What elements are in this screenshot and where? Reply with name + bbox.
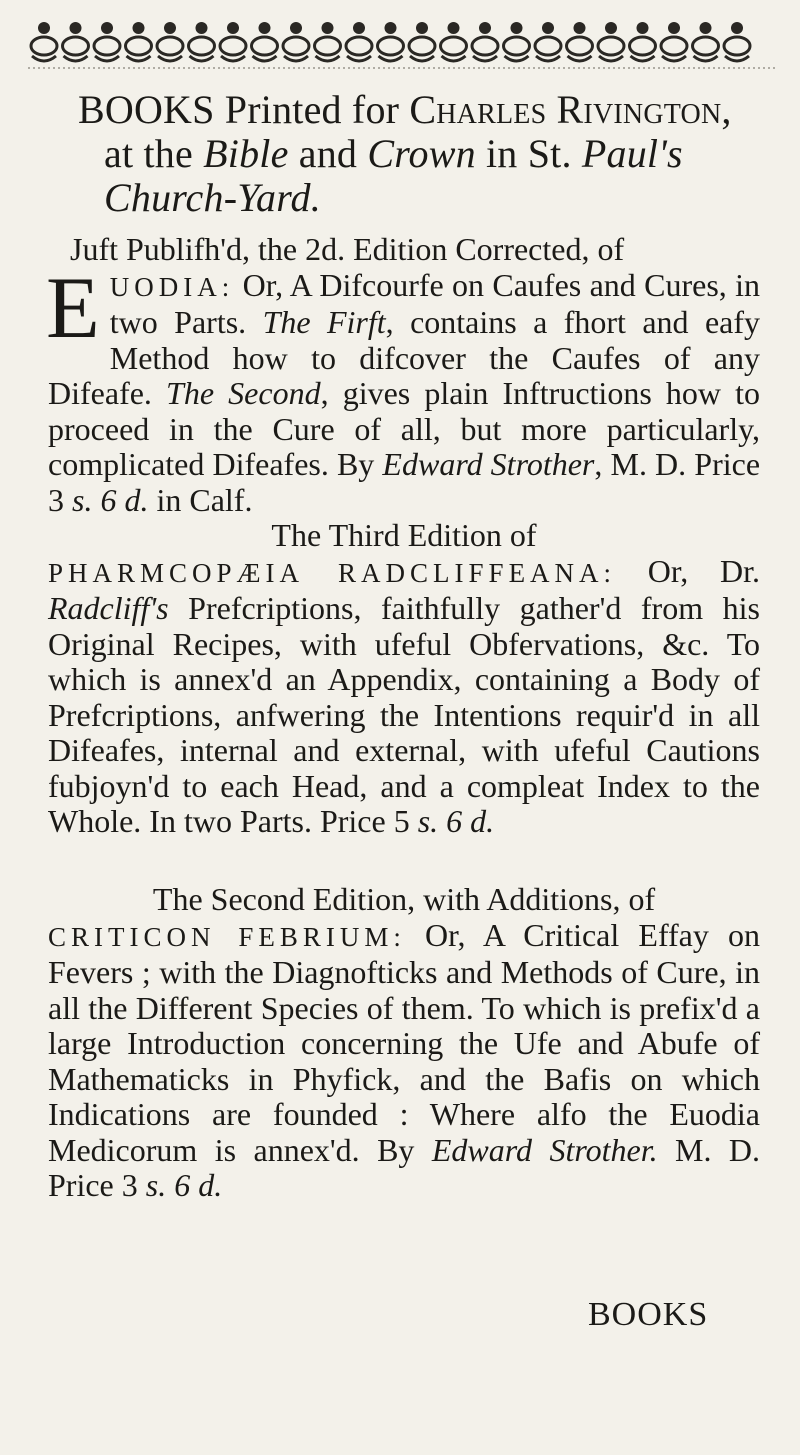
book-title: PHARMCOPÆIA RADCLIFFEANA: — [48, 557, 617, 588]
imprint-line-1a: BOOKS Printed for — [78, 87, 410, 132]
fleuron — [661, 22, 687, 61]
fleuron — [630, 22, 656, 61]
price-shillings: s. — [72, 481, 93, 518]
edition-line: The Second Edition, with Additions, of — [152, 881, 656, 917]
entry-text: in Calf. — [148, 481, 253, 518]
imprint-in: in St. — [475, 131, 582, 176]
fleuron-band-icon — [28, 10, 776, 70]
fleuron — [472, 22, 498, 61]
fleuron — [126, 22, 152, 61]
entry-text: Prefcriptions, faithfully gather'd from his Original Recipes, with ufeful Obfervations, &c. To which is annex'd an Appendix, containing a Body of Prefcriptions, anfwering the Intentions requir'd in all Difeafes, internal and external, with ufeful Cautions fubjoyn'd to each Head, and a compleat Index to the Whole. In two Parts. Price 5 — [48, 590, 760, 839]
part-first: The Firft — [262, 304, 386, 340]
fleuron — [567, 22, 593, 61]
drop-cap: E — [46, 259, 100, 357]
entry-text: , gives plain Inftructions how to proceed in the Cure of all, but more particularly, complicated Difeafes. By — [48, 375, 761, 482]
entry-text: , M. D. Price 3 — [48, 446, 761, 518]
imprint-and: and — [288, 131, 368, 176]
fleuron — [598, 22, 624, 61]
entry-text: Or, A Difcourfe on Caufes and Cures, in two Parts. — [109, 266, 760, 340]
entry-intro: Juft Publifh'd, the 2d. Edition Corrected, of — [70, 231, 625, 267]
entry-criticon — [48, 882, 760, 1204]
edition-line: The Third Edition of — [271, 517, 537, 553]
imprint-at: at the — [104, 131, 204, 176]
entry-text — [438, 803, 446, 839]
fleuron — [378, 22, 404, 61]
publisher-name: Charles Rivington, — [409, 87, 732, 132]
price-shillings: s. — [417, 803, 439, 839]
entry-text — [166, 1167, 174, 1203]
imprint-pauls: Paul's — [581, 131, 683, 176]
fleuron — [535, 22, 561, 61]
part-second: The Second — [166, 375, 321, 411]
author-name: Edward Strother. — [431, 1131, 658, 1168]
fleuron — [283, 22, 309, 61]
catchword: BOOKS — [588, 1296, 709, 1333]
book-title: UODIA: — [109, 271, 235, 302]
fleuron — [409, 22, 435, 61]
entry-text: Or, A Critical Effay on Fevers ; with the Diagnofticks and Methods of Cure, in all the Different Species of them. To which is prefix'd a large Introduction concerning the Ufe and Abufe of Mathematicks in Phyfick, and the Bafis on which Indications are founded : Where alfo the Euodia Medicorum is annex'd. By — [48, 916, 760, 1168]
fleuron — [346, 22, 372, 61]
entry-euodia — [48, 232, 760, 518]
fleuron — [252, 22, 278, 61]
price-shillings: s. — [145, 1167, 167, 1203]
sign-bible: Bible — [203, 131, 289, 176]
fleuron — [220, 22, 246, 61]
imprint-churchyard: Church-Yard. — [104, 175, 321, 220]
fleuron — [504, 22, 530, 61]
book-title: CRITICON FEBRIUM: — [48, 921, 406, 952]
entry-text: M. D. Price 3 — [48, 1131, 761, 1203]
fleuron — [724, 22, 750, 61]
fleuron — [315, 22, 341, 61]
fleuron — [693, 22, 719, 61]
price-pence: 6 d. — [446, 803, 495, 839]
fleuron — [63, 22, 89, 61]
entry-text: , contains a fhort and eafy Method how to difcover the Caufes of any Difeafe. — [48, 304, 760, 411]
author-name: Edward Strother — [382, 446, 595, 482]
price-pence: 6 d. — [100, 481, 149, 518]
entry-pharmacopoeia — [48, 518, 760, 840]
sign-crown: Crown — [367, 131, 476, 176]
price-pence: 6 d. — [174, 1167, 223, 1203]
author-name: Radcliff's — [48, 590, 169, 626]
entry-text: Or, Dr. — [616, 552, 760, 589]
fleuron — [189, 22, 215, 61]
fleuron — [157, 22, 183, 61]
fleuron — [94, 22, 120, 61]
fleuron — [441, 22, 467, 61]
imprint-heading — [78, 88, 758, 220]
fleuron — [31, 22, 57, 61]
